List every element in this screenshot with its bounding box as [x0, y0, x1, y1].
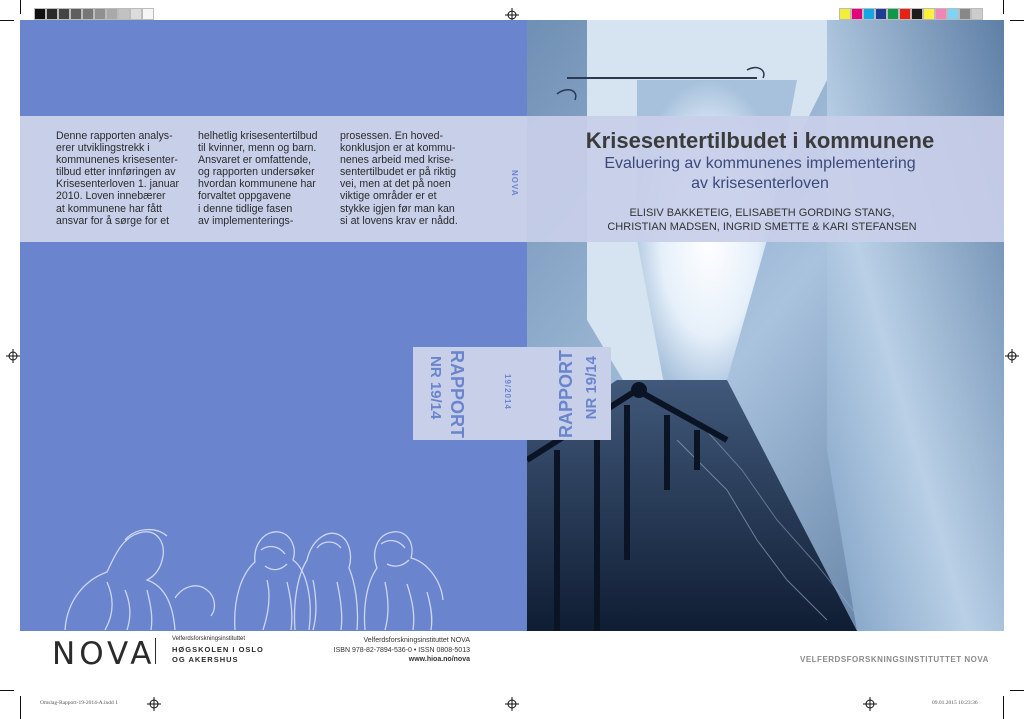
isbn-block — [300, 636, 470, 665]
color-swatch — [875, 8, 887, 20]
color-swatch — [923, 8, 935, 20]
color-swatch — [887, 8, 899, 20]
color-swatch — [947, 8, 959, 20]
report-subtitle: Evaluering av kommunenes implementering av krisesenterloven — [604, 155, 916, 192]
color-swatch — [863, 8, 875, 20]
color-swatch — [34, 8, 46, 20]
front-footer-institute: VELFERDSFORSKNINGSINSTITUTTET NOVA — [800, 655, 989, 664]
front-report-number: NR 19/14 — [583, 356, 600, 420]
blurb-column-3: prosessen. En hoved- konklusjon er at kommu- nenes arbeid med krise- sentertilbudet er på riktig vei, men at det på noen viktige områder er et stykke igjen før man kan si at lovens krav er nådd. — [340, 130, 458, 227]
color-swatch — [58, 8, 70, 20]
front-cover-photo — [527, 20, 1004, 631]
institute-small-label: Velferdsforskningsinstituttet — [172, 636, 246, 642]
back-report-label: RAPPORT — [447, 350, 467, 439]
color-swatch — [118, 8, 130, 20]
report-authors: ELISIV BAKKETEIG, ELISABETH GORDING STANG, CHRISTIAN MADSEN, INGRID SMETTE & KARI STEFANSEN — [607, 207, 917, 233]
color-swatch — [851, 8, 863, 20]
color-swatch — [82, 8, 94, 20]
registration-mark-icon — [147, 697, 161, 711]
color-swatch — [839, 8, 851, 20]
color-swatch — [911, 8, 923, 20]
color-swatch — [142, 8, 154, 20]
logo-divider — [155, 638, 156, 664]
blurb-column-1: Denne rapporten analys- erer utviklingstrekk i kommunenes krisesenter- tilbud etter innføringen av Krisesenterloven 1. januar 2010. Loven innebærer at kommunene har fått ansvar for å sørge for et — [56, 130, 180, 227]
color-swatch — [94, 8, 106, 20]
print-slug-filename: Omslag-Rapport-19-2014-A.indd 1 — [40, 700, 118, 706]
grayscale-color-bar — [34, 8, 154, 20]
isbn-line-1: Velferdsforskningsinstituttet NOVA — [363, 637, 470, 644]
registration-mark-icon — [6, 349, 20, 363]
website-url: www.hioa.no/nova — [408, 656, 470, 663]
color-swatch — [971, 8, 983, 20]
registration-mark-icon — [1005, 349, 1019, 363]
spine-report-code: 19/2014 — [503, 374, 512, 410]
report-title: Krisesentertilbudet i kommunene — [585, 128, 935, 153]
spine-nova-label: NOVA — [510, 170, 519, 197]
color-swatch — [130, 8, 142, 20]
registration-mark-icon — [863, 697, 877, 711]
front-report-label: RAPPORT — [556, 350, 576, 439]
color-swatch — [935, 8, 947, 20]
print-slug-timestamp: 09.01.2015 10:23:36 — [932, 700, 978, 706]
blurb-column-2: helhetlig krisesentertilbud til kvinner, menn og barn. Ansvaret er omfattende, og rapporten undersøker hvordan kommunene har forvaltet oppgavene i denne tidlige fasen av implementerings- — [198, 130, 318, 227]
isbn-line-2: ISBN 978-82-7894-536-0 • ISSN 0808-5013 — [333, 646, 470, 654]
family-line-art-illustration — [55, 520, 495, 630]
college-name-line-2: OG AKERSHUS — [172, 655, 239, 664]
college-name-line-1: HØGSKOLEN I OSLO — [172, 645, 264, 654]
process-color-bar — [839, 8, 983, 20]
color-swatch — [46, 8, 58, 20]
nova-logo: NOVA — [52, 636, 156, 672]
color-swatch — [106, 8, 118, 20]
back-report-number: NR 19/14 — [427, 356, 444, 420]
color-swatch — [899, 8, 911, 20]
stairwell-photo-illustration — [527, 20, 1004, 631]
registration-mark-icon — [505, 697, 519, 711]
color-swatch — [959, 8, 971, 20]
color-swatch — [70, 8, 82, 20]
